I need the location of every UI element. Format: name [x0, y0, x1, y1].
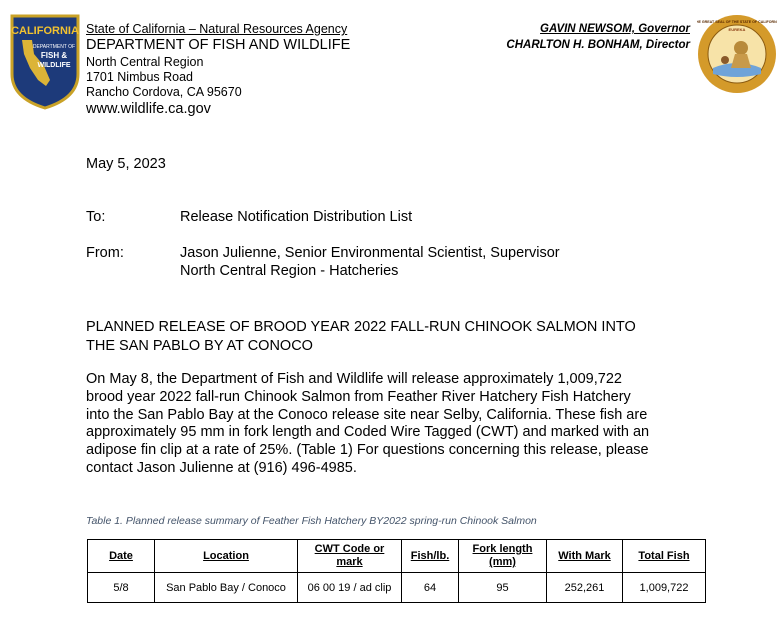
- address-line: North Central Region: [86, 55, 204, 69]
- state-seal: [697, 14, 777, 94]
- release-heading: [86, 318, 706, 356]
- paragraph-line: into the San Pablo Bay at the Conoco release site near Selby, California. These fish are: [86, 406, 648, 423]
- table-row: [88, 573, 706, 603]
- release-summary-table: [87, 539, 706, 603]
- column-header-cwt-code: CWT Code or mark: [298, 540, 402, 573]
- governor-name: GAVIN NEWSOM, Governor: [540, 23, 690, 35]
- cell-cwt-code: 06 00 19 / ad clip: [298, 573, 402, 603]
- address-line: 1701 Nimbus Road: [86, 70, 194, 84]
- svg-text:DEPARTMENT OF: DEPARTMENT OF: [32, 44, 76, 50]
- column-header-fish-per-lb: Fish/lb.: [402, 540, 459, 573]
- director-name: CHARLTON H. BONHAM, Director: [506, 39, 690, 51]
- from-value: Jason Julienne, Senior Environmental Scientist, Supervisor: [180, 245, 560, 261]
- cell-fish-per-lb: 64: [402, 573, 459, 603]
- release-paragraph: [86, 371, 706, 478]
- paragraph-line: contact Jason Julienne at (916) 496-4985.: [86, 459, 357, 476]
- cell-with-mark: 252,261: [547, 573, 623, 603]
- cell-fork-length: 95: [459, 573, 547, 603]
- column-header-with-mark: With Mark: [547, 540, 623, 573]
- column-header-location: Location: [155, 540, 298, 573]
- table-caption: Table 1. Planned release summary of Feather Fish Hatchery BY2022 spring-run Chinook Salmon: [86, 515, 537, 527]
- paragraph-line: brood year 2022 fall-run Chinook Salmon from Feather River Hatchery Fish Hatchery: [86, 388, 631, 405]
- column-header-total-fish: Total Fish: [623, 540, 706, 573]
- cell-date: 5/8: [88, 573, 155, 603]
- agency-name: State of California – Natural Resources Agency: [86, 22, 348, 36]
- svg-text:FISH &: FISH &: [40, 51, 68, 60]
- to-label: To:: [86, 209, 106, 225]
- website-link[interactable]: www.wildlife.ca.gov: [86, 101, 211, 117]
- paragraph-line: adipose fin clip at a rate of 25%. (Table 1) For questions concerning this release, please: [86, 442, 649, 459]
- table-header-row: [88, 540, 706, 573]
- heading-line: THE SAN PABLO BY AT CONOCO: [86, 338, 313, 354]
- column-header-date: Date: [88, 540, 155, 573]
- to-value: Release Notification Distribution List: [180, 209, 413, 225]
- from-label: From:: [86, 245, 124, 261]
- memo-date: May 5, 2023: [86, 156, 166, 172]
- from-value-region: North Central Region - Hatcheries: [180, 263, 399, 279]
- column-header-fork-length: Fork length (mm): [459, 540, 547, 573]
- cdfw-logo: [10, 14, 80, 110]
- svg-text:WILDLIFE: WILDLIFE: [37, 62, 71, 69]
- svg-text:CALIFORNIA: CALIFORNIA: [11, 25, 79, 37]
- paragraph-line: On May 8, the Department of Fish and Wildlife will release approximately 1,009,722: [86, 371, 622, 387]
- svg-text:THE GREAT SEAL OF THE STATE OF: THE GREAT SEAL OF THE STATE OF CALIFORNIA: [697, 20, 777, 24]
- address-line: Rancho Cordova, CA 95670: [86, 85, 242, 99]
- department-name: DEPARTMENT OF FISH AND WILDLIFE: [86, 37, 351, 53]
- cell-location: San Pablo Bay / Conoco: [155, 573, 298, 603]
- paragraph-line: approximately 95 mm in fork length and Coded Wire Tagged (CWT) and marked with an: [86, 424, 650, 441]
- heading-line: PLANNED RELEASE OF BROOD YEAR 2022 FALL-RUN CHINOOK SALMON INTO: [86, 319, 636, 335]
- cell-total-fish: 1,009,722: [623, 573, 706, 603]
- svg-text:EUREKA: EUREKA: [728, 27, 746, 32]
